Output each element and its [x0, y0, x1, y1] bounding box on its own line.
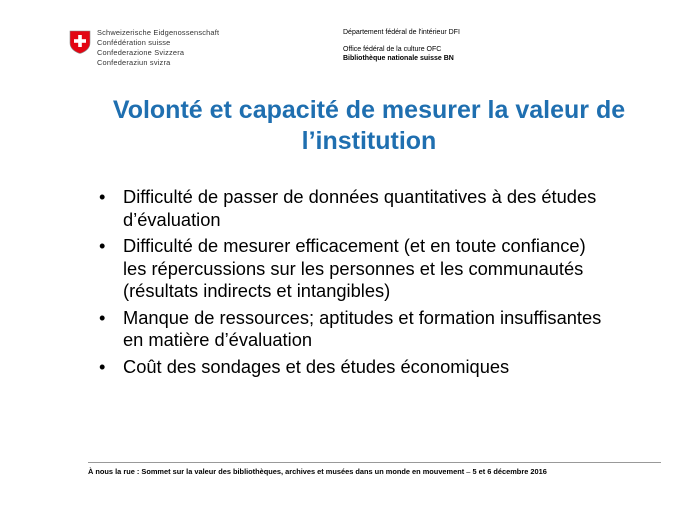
- confederation-name-de: Schweizerische Eidgenossenschaft: [97, 28, 220, 37]
- bullet-line: Difficulté de passer de données quantitatives à des études: [123, 186, 597, 207]
- bullet-line: (résultats indirects et intangibles): [123, 280, 391, 301]
- footer-event-text: À nous la rue : Sommet sur la valeur des bibliothèques, archives et musées dans un monde en mouvement: [88, 467, 465, 476]
- bullet-line: les répercussions sur les personnes et les communautés: [123, 257, 584, 279]
- bullet-dot-icon: •: [99, 355, 106, 377]
- footer-separator: –: [464, 467, 473, 476]
- slide-title: [70, 95, 668, 157]
- confederation-name-fr: Confédération suisse: [97, 38, 171, 47]
- footer: [88, 467, 547, 476]
- swiss-shield-logo-icon: [69, 30, 91, 54]
- confederation-names: [97, 28, 219, 68]
- slide-title-line: Volonté et capacité de mesurer la valeur de: [112, 96, 626, 124]
- bullet-line: Coût des sondages et des études économiques: [123, 355, 510, 377]
- bullet-list: [93, 186, 663, 382]
- bullet-dot-icon: •: [99, 186, 106, 207]
- footer-divider: [88, 462, 661, 463]
- office-name: Office fédéral de la culture OFC: [343, 45, 442, 53]
- confederation-name-it: Confederazione Svizzera: [97, 48, 185, 57]
- bullet-line: en matière d’évaluation: [123, 329, 313, 350]
- confederation-name-rm: Confederaziun svizra: [97, 58, 171, 67]
- library-name: Bibliothèque nationale suisse BN: [343, 55, 454, 63]
- bullet-item: [93, 235, 663, 303]
- bullet-line: d’évaluation: [123, 208, 221, 230]
- slide-title-line: l’institution: [301, 127, 437, 155]
- footer-date: 5 et 6 décembre 2016: [472, 467, 547, 476]
- department-name: Département fédéral de l'intérieur DFI: [343, 29, 460, 36]
- bullet-item: [93, 307, 663, 352]
- bullet-line: Manque de ressources; aptitudes et formation insuffisantes: [123, 306, 602, 328]
- bullet-line: Difficulté de mesurer efficacement (et en toute confiance): [123, 235, 586, 256]
- department-block: [343, 28, 460, 64]
- bullet-item: [93, 186, 663, 231]
- bullet-dot-icon: •: [99, 306, 106, 328]
- bullet-dot-icon: •: [99, 235, 106, 256]
- bullet-item: [93, 356, 663, 379]
